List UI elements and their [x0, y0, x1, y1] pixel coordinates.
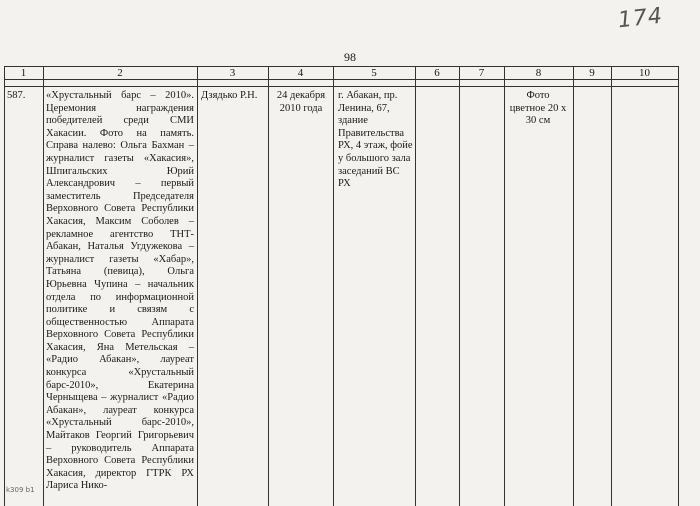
header-bottom-border — [4, 86, 678, 87]
column-divider — [333, 66, 334, 506]
column-divider — [197, 66, 198, 506]
column-divider — [43, 66, 44, 506]
header-col-9: 9 — [589, 67, 595, 79]
handwritten-sheet-number: 174 — [616, 3, 665, 34]
photo-format: Фото цветное 20 х 30 см — [509, 90, 567, 127]
header-col-5: 5 — [371, 67, 377, 79]
catalog-table — [0, 66, 700, 506]
header-col-7: 7 — [478, 67, 485, 79]
column-divider — [459, 66, 460, 506]
page-number: 98 — [344, 50, 356, 64]
header-col-8: 8 — [535, 67, 542, 79]
table-border-left — [4, 66, 5, 506]
photo-date: 24 декабря 2010 года — [276, 90, 326, 114]
column-divider — [611, 66, 612, 506]
header-col-4: 4 — [297, 67, 304, 79]
photo-author: Дзядько Р.Н. — [201, 90, 258, 101]
photo-description: «Хрустальный барс – 2010». Церемония награждения победителей среди СМИ Хакасии. Фото на память. Справа налево: Ольга Бахман – журналист газеты «Хакасия», Шпигальских Юрий Александрович – первый заместитель Председателя Верховного Совета Республики Хакасия, Максим Соболев – рекламное агентство ТНТ-Абакан, Наталья Угдужекова – журналист газеты «Хабар», Татьяна (певица), Ольга Юрьевна Чупина – начальник отдела по информационной политике и связям с общественностью Аппарата Верховного Совета Республики Хакасия, Яна Метельская – «Радио Абакан», лауреат конкурса «Хрустальный барс-2010», Екатерина Черныщева – журналист «Радио Абакан», лауреат конкурса «Хрустальный барс-2010», Майтаков Георгий Григорьевич – руководитель Аппарата Верховного Совета Республики Хакасия, директор ГТРК РХ Лариса Нико- — [46, 90, 194, 492]
header-col-6: 6 — [434, 67, 440, 79]
column-divider — [268, 66, 269, 506]
header-col-10: 10 — [639, 67, 650, 79]
footer-print-mark: k309 b1 — [6, 486, 35, 494]
photo-place: г. Абакан, пр. Ленина, 67, здание Правительства РХ, 4 этаж, фойе у большого зала заседаний ВС РХ — [338, 90, 413, 190]
column-divider — [415, 66, 416, 506]
header-col-3: 3 — [229, 67, 236, 79]
header-col-1: 1 — [20, 67, 27, 79]
table-border-right — [678, 66, 679, 506]
row-number: 587. — [7, 90, 26, 101]
column-divider — [573, 66, 574, 506]
column-divider — [504, 66, 505, 506]
header-col-2: 2 — [117, 67, 123, 79]
